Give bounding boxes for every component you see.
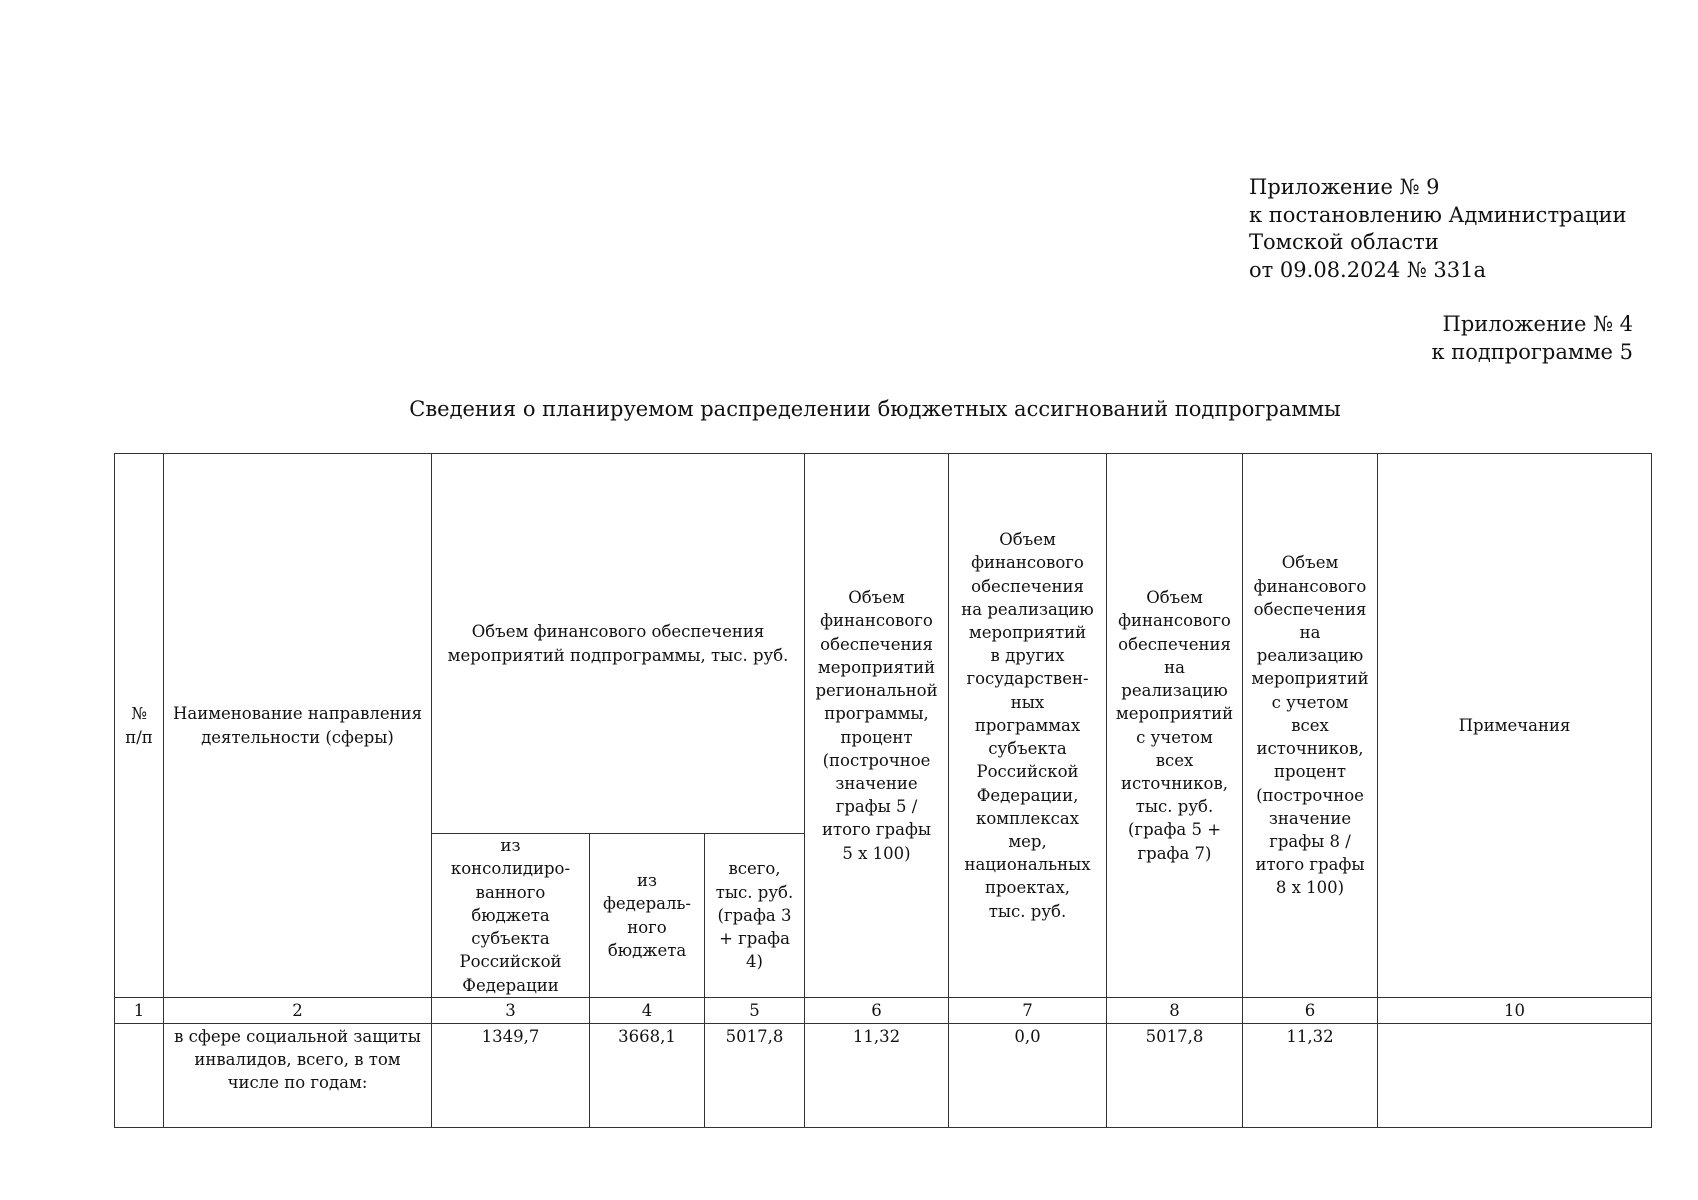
table-row [115, 1024, 1652, 1128]
column-number-cell: 6 [1243, 998, 1378, 1024]
appendix-9-line-4: от 09.08.2024 № 331а [1249, 257, 1486, 282]
header-all-sources-total: Объем финансового обеспечения на реализацию мероприятий с учетом всех источников, тыс. руб. (графа 5 + графа 7) [1107, 454, 1243, 998]
header-row [115, 454, 1652, 834]
row-all-sources-percent: 11,32 [1243, 1024, 1378, 1128]
column-number-cell: 7 [949, 998, 1107, 1024]
header-consolidated-budget: из консолидиро- ванного бюджета субъекта Российской Федерации [432, 834, 590, 998]
column-number-row [115, 998, 1652, 1024]
header-all-sources-percent: Объем финансового обеспечения на реализацию мероприятий с учетом всех источников, процент (построчное значение графы 8 / итого графы 8 х 100) [1243, 454, 1378, 998]
row-other-programs: 0,0 [949, 1024, 1107, 1128]
row-federal-budget: 3668,1 [590, 1024, 705, 1128]
column-number-cell: 4 [590, 998, 705, 1024]
header-other-programs-funding: Объем финансового обеспечения на реализацию мероприятий в других государствен- ных программах субъекта Российской Федерации, комплексах мер, национальных проектах, тыс. руб. [949, 454, 1107, 998]
header-subprogram-funding-group: Объем финансового обеспечения мероприятий подпрограммы, тыс. руб. [432, 454, 805, 834]
header-notes: Примечания [1378, 454, 1652, 998]
row-notes [1378, 1024, 1652, 1128]
row-all-sources-total: 5017,8 [1107, 1024, 1243, 1128]
row-activity-name: в сфере социальной защиты инвалидов, всего, в том числе по годам: [164, 1024, 432, 1128]
appendix-4-line-1: Приложение № 4 [1442, 312, 1633, 336]
appendix-9-line-1: Приложение № 9 [1249, 175, 1440, 199]
column-number-cell: 2 [164, 998, 432, 1024]
column-number-cell: 10 [1378, 998, 1652, 1024]
appendix-9-line-3: Томской области [1249, 230, 1439, 254]
column-number-cell: 1 [115, 998, 164, 1024]
budget-allocation-table [114, 453, 1652, 1128]
column-number-cell: 8 [1107, 998, 1243, 1024]
column-number-cell: 6 [805, 998, 949, 1024]
document-title: Сведения о планируемом распределении бюджетных ассигнований подпрограммы [409, 397, 1341, 421]
appendix-4-block [1431, 311, 1633, 366]
row-total: 5017,8 [705, 1024, 805, 1128]
appendix-9-block [1249, 174, 1627, 284]
appendix-9-line-2: к постановлению Администрации [1249, 202, 1627, 227]
header-activity-name: Наименование направления деятельности (сферы) [164, 454, 432, 998]
header-number: № п/п [115, 454, 164, 998]
header-total: всего, тыс. руб. (графа 3 + графа 4) [705, 834, 805, 998]
row-regional-percent: 11,32 [805, 1024, 949, 1128]
row-consolidated-budget: 1349,7 [432, 1024, 590, 1128]
column-number-cell: 5 [705, 998, 805, 1024]
appendix-4-line-2: к подпрограмме 5 [1431, 339, 1633, 364]
row-number [115, 1024, 164, 1128]
header-regional-program-percent: Объем финансового обеспечения мероприятий региональной программы, процент (построчное значение графы 5 / итого графы 5 х 100) [805, 454, 949, 998]
column-number-cell: 3 [432, 998, 590, 1024]
header-federal-budget: из федераль- ного бюджета [590, 834, 705, 998]
